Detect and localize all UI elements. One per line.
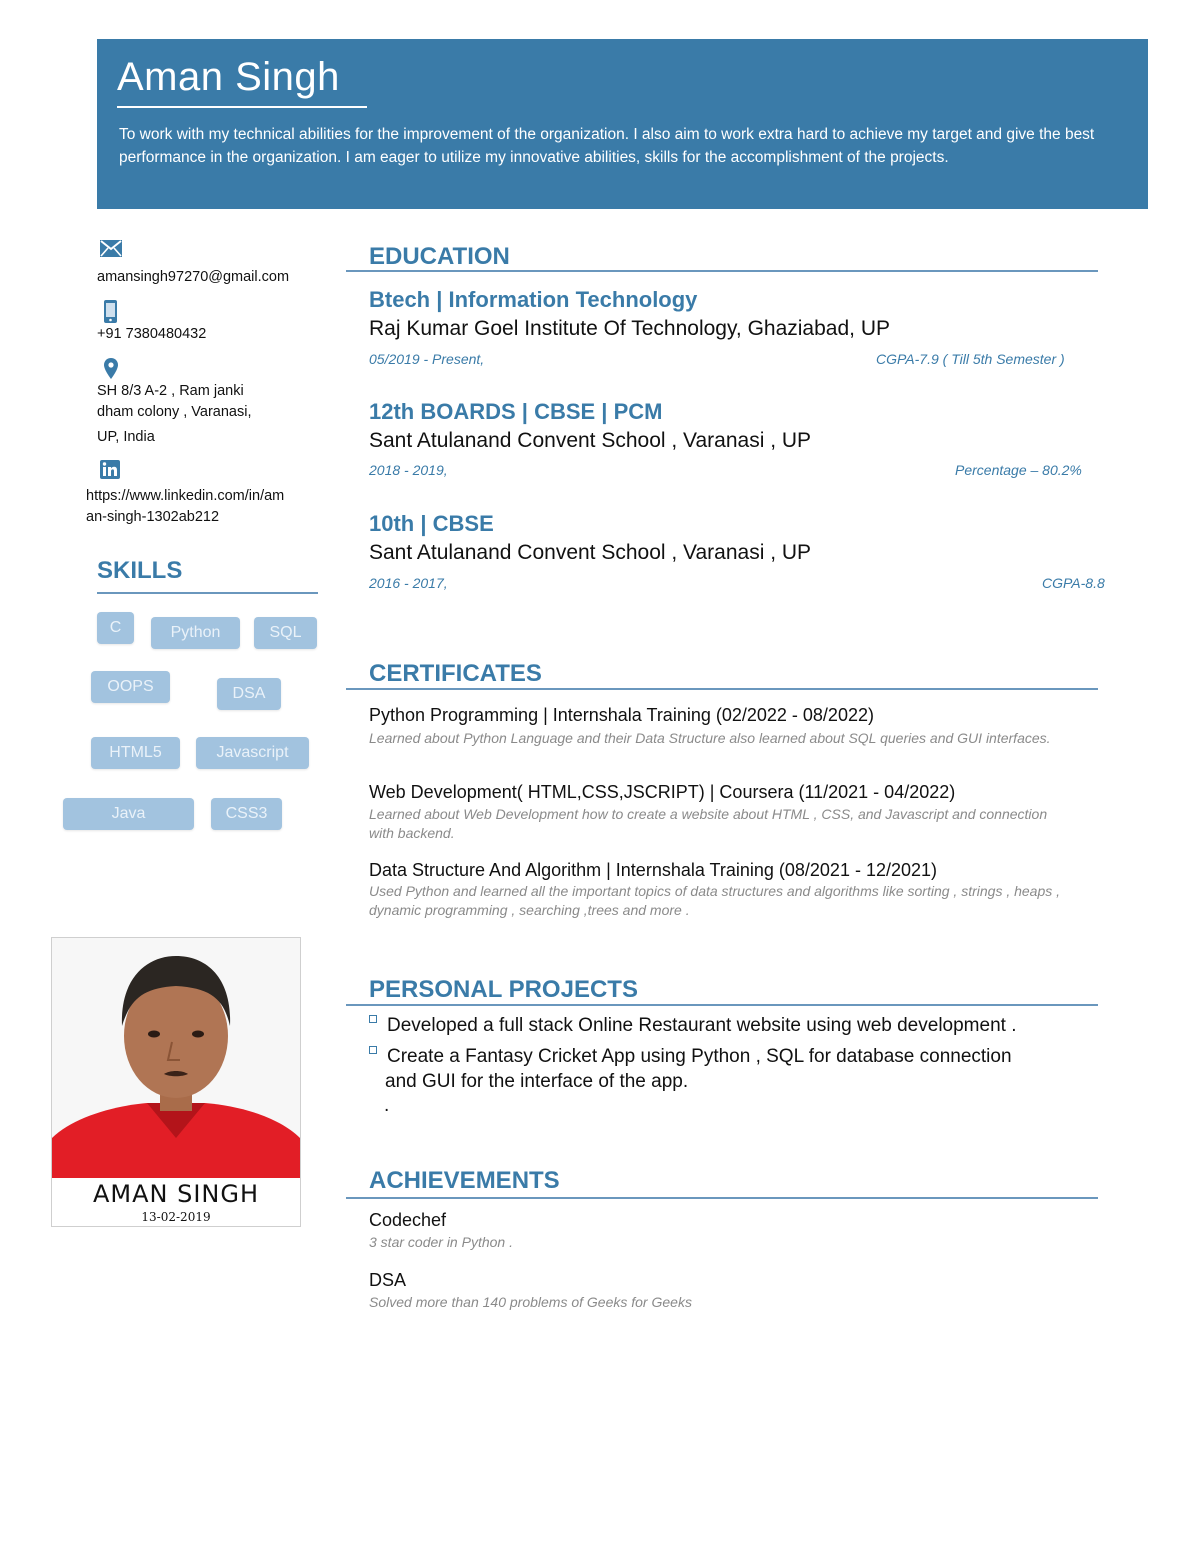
education-title: 12th BOARDS | CBSE | PCM [369, 399, 663, 424]
education-school: Raj Kumar Goel Institute Of Technology, Ghaziabad, UP [369, 317, 890, 340]
achievement-title: DSA [369, 1270, 407, 1290]
phone-icon [104, 300, 117, 323]
achievements-heading: ACHIEVEMENTS [369, 1167, 560, 1194]
address-line-3: UP, India [97, 429, 155, 445]
certificate-title: Python Programming | Internshala Training (02/2022 - 08/2022) [369, 705, 874, 725]
education-title: 10th | CBSE [369, 511, 494, 536]
project-trailing-dot: . [384, 1095, 390, 1116]
photo-caption-date: 13-02-2019 [141, 1210, 211, 1224]
education-score: Percentage – 80.2% [955, 462, 1082, 478]
projects-heading: PERSONAL PROJECTS [369, 976, 638, 1003]
education-score: CGPA-8.8 [1042, 575, 1105, 591]
project-text: Create a Fantasy Cricket App using Python , SQL for database connection and GUI for the interface of the app. [385, 1046, 1012, 1092]
education-heading: EDUCATION [369, 243, 510, 270]
certificate-description: Learned about Web Development how to create a website about HTML , CSS, and Javascript and connection with backend. [369, 806, 1048, 841]
achievements-divider [346, 1197, 1098, 1199]
skill-chip-python: Python [151, 617, 240, 649]
linkedin-icon [100, 460, 120, 479]
portrait-image [52, 938, 300, 1178]
project-item [369, 1013, 1129, 1038]
project-text: Developed a full stack Online Restaurant website using web development . [387, 1015, 1017, 1036]
certificates-divider [346, 688, 1098, 690]
project-item [369, 1044, 1025, 1094]
education-dates: 2016 - 2017, [369, 575, 448, 591]
skill-chip-sql: SQL [254, 617, 317, 649]
phone-number[interactable]: +91 7380480432 [97, 326, 207, 342]
mail-icon [100, 240, 122, 257]
achievement-description: Solved more than 140 problems of Geeks for Geeks [369, 1294, 692, 1310]
career-objective: To work with my technical abilities for the improvement of the organization. I also aim to work extra hard to achieve my target and give the best performance in the organization. I am eager to utilize my innovative abilities, skills for the accomplishment of the projects. [119, 126, 1095, 166]
certificate-title: Data Structure And Algorithm | Internshala Training (08/2021 - 12/2021) [369, 860, 938, 880]
photo-caption-name: AMAN SINGH [92, 1180, 260, 1208]
achievement-description: 3 star coder in Python . [369, 1234, 513, 1250]
education-dates: 05/2019 - Present, [369, 351, 485, 367]
location-pin-icon [104, 358, 118, 379]
education-title: Btech | Information Technology [369, 287, 698, 312]
bullet-icon [369, 1046, 377, 1054]
skill-chip-html5: HTML5 [91, 737, 180, 769]
certificate-description: Learned about Python Language and their Data Structure also learned about SQL queries and GUI interfaces. [369, 730, 1051, 746]
skill-chip-javascript: Javascript [196, 737, 309, 769]
skills-divider [97, 592, 318, 594]
certificate-description: Used Python and learned all the important topics of data structures and algorithms like sorting , strings , heaps , dynamic programming , searching ,trees and more . [369, 883, 1061, 918]
education-school: Sant Atulanand Convent School , Varanasi , UP [369, 541, 812, 564]
address-line-1: SH 8/3 A-2 , Ram janki [97, 383, 244, 399]
email-address[interactable]: amansingh97270@gmail.com [97, 269, 290, 285]
skill-chip-oops: OOPS [91, 671, 170, 703]
profile-photo [51, 937, 301, 1227]
address-line-2: dham colony , Varanasi, [97, 404, 252, 420]
certificates-heading: CERTIFICATES [369, 660, 542, 687]
education-score: CGPA-7.9 ( Till 5th Semester ) [876, 351, 1065, 367]
skill-chip-dsa: DSA [217, 678, 281, 710]
linkedin-url-line-1[interactable]: https://www.linkedin.com/in/am [86, 488, 285, 504]
name-underline [117, 106, 367, 108]
skill-chip-css3: CSS3 [211, 798, 282, 830]
skill-chip-c: C [97, 612, 134, 644]
education-dates: 2018 - 2019, [369, 462, 448, 478]
skills-heading: SKILLS [97, 557, 183, 584]
projects-divider [346, 1004, 1098, 1006]
skill-chip-java: Java [63, 798, 194, 830]
bullet-icon [369, 1015, 377, 1023]
education-school: Sant Atulanand Convent School , Varanasi , UP [369, 429, 812, 452]
header-banner [97, 39, 1148, 209]
certificate-title: Web Development( HTML,CSS,JSCRIPT) | Coursera (11/2021 - 04/2022) [369, 782, 956, 802]
education-divider [346, 270, 1098, 272]
achievement-title: Codechef [369, 1210, 447, 1230]
linkedin-url-line-2[interactable]: an-singh-1302ab212 [86, 509, 220, 525]
candidate-name: Aman Singh [117, 55, 340, 99]
